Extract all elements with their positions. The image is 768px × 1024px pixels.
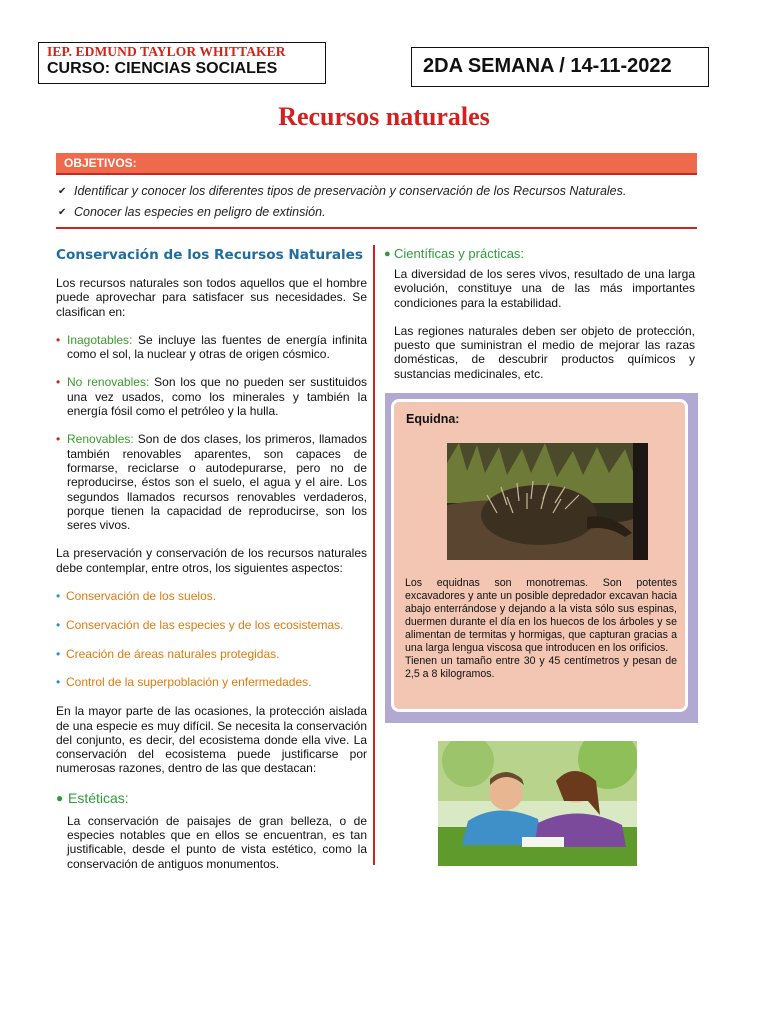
aspect-text: Control de la superpoblación y enfermedades. bbox=[66, 675, 312, 690]
aspect-item bbox=[56, 589, 367, 603]
resource-desc: Se incluye las fuentes de energía infinita como el sol, la nuclear y otras de origen cósmico. bbox=[67, 332, 367, 362]
intro-paragraph: Los recursos naturales son todos aquellos que el hombre puede aprovechar para satisfacer sus necesidades. Se clasifican en: bbox=[56, 276, 367, 319]
echidna-title: Equidna: bbox=[406, 412, 460, 426]
cientificas-paragraph-1: La diversidad de los seres vivos, resultado de una larga evolución, constituye una de las más importantes condiciones para la estabilidad. bbox=[394, 267, 695, 310]
objectives-list bbox=[58, 181, 698, 223]
bullet-icon: ● bbox=[384, 247, 391, 260]
course-label: CURSO: CIENCIAS SOCIALES bbox=[47, 60, 278, 77]
objective-text: Conocer las especies en peligro de extinsión. bbox=[74, 205, 326, 219]
objective-text: Identificar y conocer los diferentes tipos de preservaciòn y conservación de los Recursos Naturales. bbox=[74, 184, 627, 198]
aspect-text: Conservación de los suelos. bbox=[66, 589, 217, 604]
objective-item bbox=[58, 202, 698, 223]
aspect-item bbox=[56, 618, 367, 632]
aspect-item bbox=[56, 647, 367, 661]
aspects-intro: La preservación y conservación de los recursos naturales debe contemplar, entre otros, los siguientes aspectos: bbox=[56, 546, 367, 575]
echidna-description bbox=[405, 577, 677, 681]
objectives-bar: OBJETIVOS: bbox=[56, 153, 697, 175]
echidna-paragraph: Los equidnas son monotremas. Son potentes excavadores y ante un posible depredador excavan hacia abajo enterrándose y dejando a la vista sólo sus espinas, duermen durante el día en los huecos de los árboles y se alimentan de termitas y hormigas, que capturan gracias a una larga lengua viscosa que introducen en los orificios. bbox=[405, 577, 677, 654]
bullet-icon: • bbox=[56, 432, 61, 447]
divider-horizontal bbox=[56, 227, 697, 229]
left-column bbox=[56, 244, 367, 885]
bullet-icon: • bbox=[56, 675, 61, 690]
check-icon: ✔ bbox=[58, 207, 67, 218]
kids-reading-photo bbox=[438, 741, 637, 866]
cientificas-label: Científicas y prácticas: bbox=[394, 246, 525, 261]
cientificas-heading bbox=[384, 246, 695, 261]
resource-term: Renovables: bbox=[67, 432, 134, 447]
esteticas-label: Estéticas: bbox=[68, 789, 129, 806]
resource-term: Inagotables: bbox=[67, 332, 133, 347]
school-header-box bbox=[38, 42, 326, 84]
aspect-item bbox=[56, 675, 367, 689]
resource-type-text bbox=[67, 432, 367, 532]
resource-type-item bbox=[56, 375, 367, 418]
resource-term: No renovables: bbox=[67, 375, 150, 390]
echidna-size: Tienen un tamaño entre 30 y 45 centímetros y pesan de 2,5 a 8 kilogramos. bbox=[405, 655, 677, 680]
cientificas-paragraph-2: Las regiones naturales deben ser objeto de protección, puesto que suministran el medio de mejorar las razas domésticas, de descubrir productos químicos y sustancias medicinales, etc. bbox=[394, 323, 695, 381]
esteticas-paragraph: La conservación de paisajes de gran belleza, o de especies notables que en ellos se encuentran, es tan justificable, desde el punto de vista estético, como la conservación de antiguos monumentos. bbox=[67, 813, 367, 871]
bullet-icon: ● bbox=[56, 790, 64, 805]
bullet-icon: • bbox=[56, 589, 61, 604]
protection-paragraph: En la mayor parte de las ocasiones, la protección aislada de una especie es muy difícil. Se necesita la conservación del conjunto, es decir, del ecosistema donde ella vive. La conservación del ecosistema puede justificarse por numerosas razones, dentro de las que destacan: bbox=[56, 704, 367, 776]
week-date-box: 2DA SEMANA / 14-11-2022 bbox=[411, 47, 709, 87]
objective-item bbox=[58, 181, 698, 202]
resource-desc: Son los que no pueden ser sustituidos una vez usados, como los minerales y también la energía fósil como el petróleo y la hulla. bbox=[67, 375, 367, 419]
resource-type-text bbox=[67, 375, 367, 418]
resource-type-item bbox=[56, 333, 367, 362]
aspect-text: Conservación de las especies y de los ecosistemas. bbox=[66, 617, 344, 632]
aspect-text: Creación de áreas naturales protegidas. bbox=[66, 646, 280, 661]
resource-desc: Son de dos clases, los primeros, llamados también renovables aparentes, son capaces de formarse, reciclarse o autodepurarse, pero no de reproducirse, éstos son el suelo, el agua y el aire. Los segundos llamados recursos renovables verdaderos, porque tienen la capacidad de reproducirse, son los seres vivos. bbox=[67, 432, 367, 533]
divider-vertical bbox=[373, 245, 375, 865]
bullet-icon: • bbox=[56, 332, 61, 347]
resource-type-item bbox=[56, 432, 367, 532]
resource-type-text bbox=[67, 333, 367, 362]
bullet-icon: • bbox=[56, 646, 61, 661]
check-icon: ✔ bbox=[58, 186, 67, 197]
bullet-icon: • bbox=[56, 375, 61, 390]
right-column bbox=[384, 246, 695, 395]
esteticas-heading bbox=[56, 790, 367, 806]
school-name: IEP. EDMUND TAYLOR WHITTAKER bbox=[47, 44, 286, 59]
echidna-photo bbox=[447, 443, 648, 560]
page-title: Recursos naturales bbox=[278, 102, 490, 131]
section-heading: Conservación de los Recursos Naturales bbox=[56, 247, 363, 263]
bullet-icon: • bbox=[56, 617, 61, 632]
